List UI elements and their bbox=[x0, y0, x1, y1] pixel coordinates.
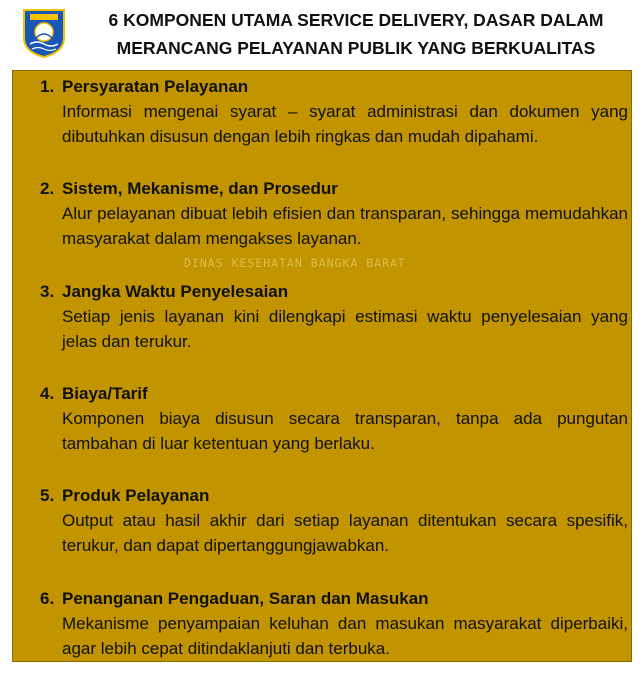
list-item-pengaduan bbox=[40, 587, 628, 661]
item-number: 1. bbox=[40, 77, 55, 96]
page-header bbox=[0, 0, 644, 66]
item-title: Penanganan Pengaduan, Saran dan Masukan bbox=[62, 589, 429, 608]
list-item-jangka-waktu bbox=[40, 280, 628, 354]
item-number: 2. bbox=[40, 179, 55, 198]
item-number: 4. bbox=[40, 384, 55, 403]
list-item-sistem bbox=[40, 177, 628, 251]
item-heading bbox=[40, 587, 628, 611]
item-number: 5. bbox=[40, 486, 55, 505]
title-line-2: MERANCANG PELAYANAN PUBLIK YANG BERKUALITAS bbox=[116, 38, 596, 58]
list-item-produk bbox=[40, 484, 628, 558]
item-heading bbox=[40, 484, 628, 508]
item-description: Output atau hasil akhir dari setiap layanan ditentukan secara spesifik, terukur, dan dapat dipertanggungjawabkan. bbox=[62, 511, 628, 555]
item-number: 6. bbox=[40, 589, 55, 608]
item-description: Setiap jenis layanan kini dilengkapi estimasi waktu penyelesaian yang jelas dan terukur. bbox=[62, 307, 628, 351]
list-item-biaya bbox=[40, 382, 628, 456]
item-heading bbox=[40, 75, 628, 99]
item-description: Alur pelayanan dibuat lebih efisien dan transparan, sehingga memudahkan masyarakat dalam mengakses layanan. bbox=[62, 204, 628, 248]
item-title: Biaya/Tarif bbox=[62, 384, 148, 403]
item-title: Produk Pelayanan bbox=[62, 486, 210, 505]
item-title: Sistem, Mekanisme, dan Prosedur bbox=[62, 179, 338, 198]
item-description: Komponen biaya disusun secara transparan, tanpa ada pungutan tambahan di luar ketentuan yang berlaku. bbox=[62, 409, 628, 453]
watermark-text: DINAS KESEHATAN BANGKA BARAT bbox=[184, 256, 406, 270]
item-heading bbox=[40, 177, 628, 201]
item-description: Informasi mengenai syarat – syarat administrasi dan dokumen yang dibutuhkan disusun dengan lebih ringkas dan mudah dipahami. bbox=[62, 102, 628, 146]
item-number: 3. bbox=[40, 282, 55, 301]
title-line-1: 6 KOMPONEN UTAMA SERVICE DELIVERY, DASAR DALAM bbox=[108, 10, 604, 30]
item-title: Jangka Waktu Penyelesaian bbox=[62, 282, 289, 301]
list-item-persyaratan bbox=[40, 75, 628, 149]
item-description: Mekanisme penyampaian keluhan dan masukan masyarakat diperbaiki, agar lebih cepat ditindaklanjuti dan terbuka. bbox=[62, 614, 628, 658]
item-heading bbox=[40, 382, 628, 406]
components-panel bbox=[12, 70, 632, 662]
provincial-emblem-shield-icon bbox=[22, 8, 66, 58]
item-title: Persyaratan Pelayanan bbox=[62, 77, 249, 96]
page-title bbox=[78, 6, 634, 62]
components-list bbox=[13, 71, 631, 661]
item-heading bbox=[40, 280, 628, 304]
